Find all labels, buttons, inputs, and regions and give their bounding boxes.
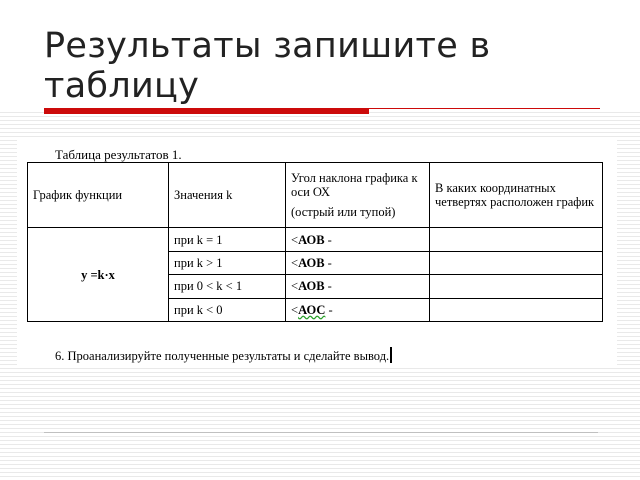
angle-name: АОВ <box>298 279 325 294</box>
angle-dash: - <box>324 255 332 270</box>
function-cell: у =k·x <box>28 228 169 322</box>
title-accent-line <box>369 108 600 109</box>
header-quadrants: В каких координатных четвертях расположен график <box>430 163 603 228</box>
task-instruction <box>55 347 392 364</box>
angle-cell[interactable] <box>286 275 430 298</box>
title-accent-bar <box>44 108 369 114</box>
header-angle-sublabel: (острый или тупой) <box>291 205 396 220</box>
angle-name: АОВ <box>298 232 325 247</box>
angle-cell[interactable] <box>286 228 430 251</box>
angle-cell[interactable] <box>286 298 430 321</box>
angle-symbol: < <box>291 255 299 270</box>
angle-name: АОВ <box>298 255 325 270</box>
header-graph-function: График функции <box>28 163 169 228</box>
k-value-cell[interactable]: при k < 0 <box>169 298 286 321</box>
text-cursor <box>390 347 392 363</box>
table-caption: Таблица результатов 1. <box>55 147 182 162</box>
quadrant-cell[interactable] <box>430 275 603 298</box>
embedded-document <box>17 140 617 368</box>
table-row <box>28 228 603 251</box>
header-k-values: Значения k <box>169 163 286 228</box>
header-angle-label: Угол наклона графика к оси ОХ <box>291 171 418 200</box>
header-angle <box>286 163 430 228</box>
task-text: 6. Проанализируйте полученные результаты и сделайте вывод. <box>55 349 390 363</box>
angle-dash: - <box>325 302 333 317</box>
quadrant-cell[interactable] <box>430 251 603 274</box>
angle-symbol: < <box>291 232 299 247</box>
slide-title: Результаты запишите в таблицу <box>44 26 491 106</box>
k-value-cell[interactable]: при k = 1 <box>169 228 286 251</box>
k-value-cell[interactable]: при k > 1 <box>169 251 286 274</box>
angle-symbol: < <box>291 279 299 294</box>
angle-cell[interactable] <box>286 251 430 274</box>
angle-name: АОС <box>298 302 326 317</box>
k-value-cell[interactable]: при 0 < k < 1 <box>169 275 286 298</box>
angle-dash: - <box>324 232 332 247</box>
table-header-row <box>28 163 603 228</box>
quadrant-cell[interactable] <box>430 298 603 321</box>
angle-dash: - <box>324 279 332 294</box>
results-table <box>27 162 603 322</box>
angle-symbol: < <box>291 302 299 317</box>
footer-divider <box>44 432 598 433</box>
quadrant-cell[interactable] <box>430 228 603 251</box>
